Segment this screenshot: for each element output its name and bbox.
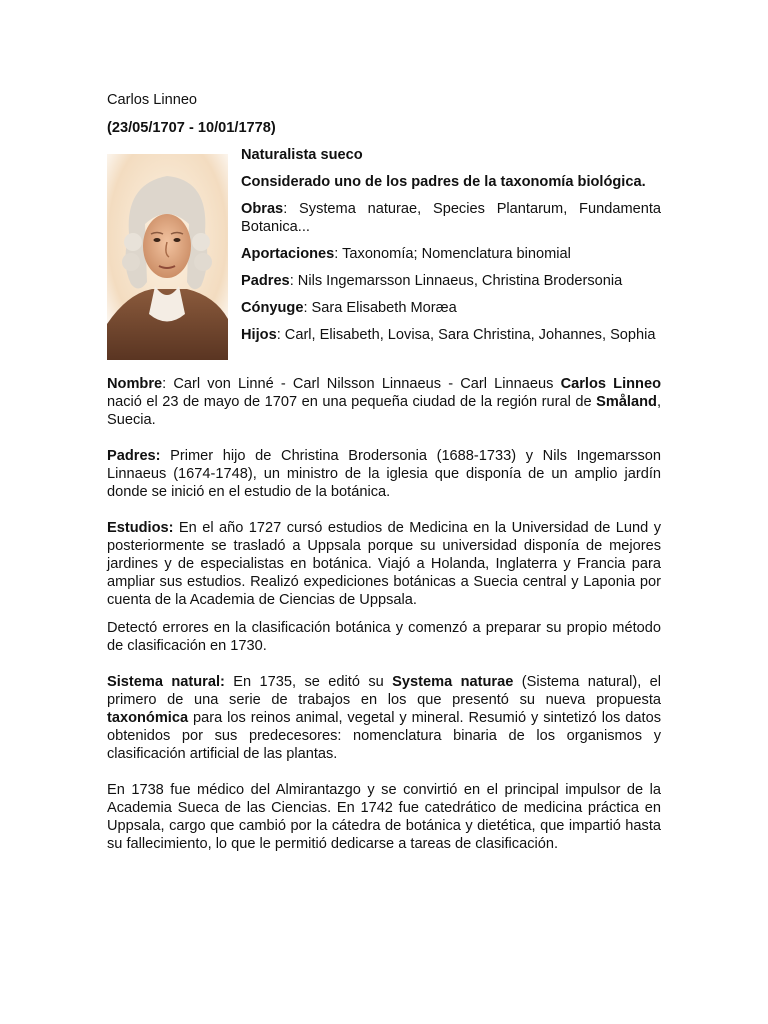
fact-obras: Obras: Systema naturae, Species Plantarum, Fundamenta Botanica...	[241, 201, 661, 235]
paragraph-padres: Padres: Primer hijo de Christina Brodersonia (1688-1733) y Nils Ingemarsson Linnaeus (1674-1748), un ministro de la iglesia que disponía de un amplio jardín donde se inició en el estudio de la botánica.	[107, 448, 661, 500]
fact-padres: Padres: Nils Ingemarsson Linnaeus, Christina Brodersonia	[241, 273, 623, 289]
fact-nationality: Naturalista sueco	[241, 147, 363, 163]
paragraph-nombre: Nombre: Carl von Linné - Carl Nilsson Linnaeus - Carl Linnaeus Carlos Linneo nació el 23 de mayo de 1707 en una pequeña ciudad de la región rural de Småland, Suecia.	[107, 376, 661, 428]
profile-block	[107, 146, 661, 375]
fact-considered: Considerado uno de los padres de la taxonomía biológica.	[241, 174, 646, 190]
fact-hijos: Hijos: Carl, Elisabeth, Lovisa, Sara Christina, Johannes, Sophia	[241, 327, 656, 343]
person-name: Carlos Linneo	[107, 92, 198, 108]
fact-conyuge: Cónyuge: Sara Elisabeth Moræa	[241, 300, 457, 316]
key-facts	[241, 146, 661, 353]
paragraph-sistema: Sistema natural: En 1735, se editó su Systema naturae (Sistema natural), el primero de una serie de trabajos en los que presentó su nueva propuesta taxonómica para los reinos animal, vegetal y mineral. Resumió y sintetizó los datos obtenidos por sus predecesores: nomenclatura binaria de los organismos y clasificación artificial de las plantas.	[107, 674, 662, 762]
document-body	[107, 90, 661, 853]
paragraph-errores: Detectó errores en la clasificación botánica y comenzó a preparar su propio método de clasificación en 1730.	[107, 620, 661, 654]
paragraph-estudios: Estudios: En el año 1727 cursó estudios de Medicina en la Universidad de Lund y posteriormente se trasladó a Uppsala porque su universidad disponía de mejores jardines y de especialistas en botánica. Viajó a Holanda, Inglaterra y Francia para ampliar sus estudios. Realizó expediciones botánicas a Suecia central y Laponia por cuenta de la Academia de Ciencias de Uppsala.	[107, 520, 661, 608]
paragraph-final: En 1738 fue médico del Almirantazgo y se convirtió en el principal impulsor de la Academia Sueca de las Ciencias. En 1742 fue catedrático de medicina práctica en Uppsala, cargo que cambió por la cátedra de botánica y dietética, que impartió hasta su fallecimiento, lo que le permitió dedicarse a tareas de clasificación.	[107, 782, 661, 852]
life-dates: (23/05/1707 - 10/01/1778)	[107, 120, 276, 136]
fact-aportaciones: Aportaciones: Taxonomía; Nomenclatura binomial	[241, 246, 571, 262]
portrait-image	[107, 154, 228, 360]
